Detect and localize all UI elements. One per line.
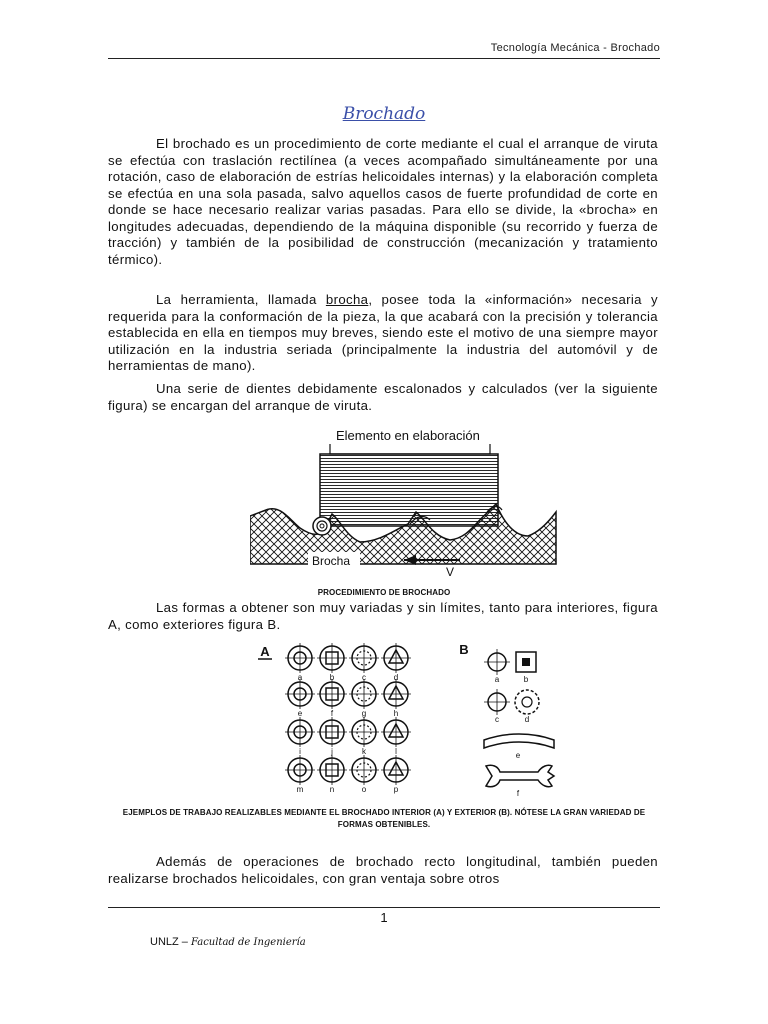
footer — [150, 936, 306, 948]
interior-label-k: k — [362, 747, 366, 756]
interior-label-o: o — [361, 785, 367, 794]
interior-label-e: e — [297, 709, 303, 718]
broach-label: Brocha — [312, 554, 351, 568]
interior-label-j: j — [331, 747, 333, 756]
page-number: 1 — [380, 910, 388, 925]
interior-label-a: a — [297, 673, 303, 682]
interior-label-b: b — [329, 673, 335, 682]
exterior-label-d: d — [524, 715, 530, 724]
exterior-shape-f — [486, 765, 554, 787]
exterior-label-f: f — [516, 789, 520, 798]
interior-label-d: d — [393, 673, 399, 682]
exterior-shape-d — [515, 690, 539, 714]
exterior-label-c: c — [495, 715, 499, 724]
paragraph-5 — [108, 854, 658, 887]
page-title: Brochado — [342, 104, 426, 124]
figure-1-caption: PROCEDIMIENTO DE BROCHADO — [317, 588, 451, 597]
interior-label-l: l — [395, 747, 397, 756]
exterior-shape-e — [484, 734, 554, 748]
footer-rule — [108, 907, 660, 908]
footer-institution: UNLZ – — [150, 936, 191, 948]
paragraph-5-text: Además de operaciones de brochado recto longitudinal, también pueden realizarse brochados helicoidales, con gran ventaja sobre otros — [108, 854, 658, 886]
interior-label-g: g — [361, 709, 367, 718]
interior-label-i: i — [299, 747, 301, 756]
paragraph-2-before: La herramienta, llamada — [156, 292, 326, 307]
interior-label-h: h — [393, 709, 399, 718]
broached-shapes-figure — [256, 640, 556, 806]
paragraph-1-text: El brochado es un procedimiento de corte mediante el cual el arranque de viruta se efectúa con traslación rectilínea (a veces acompañado simultáneamente por una rotación, caso de elaboración de estrías helicoidales internas) y la elaboración completa se efectúa en una sola pasada, salvo aquellos casos de fuerte profundidad de corte en donde se hace necesario realizar varias pasadas. Para ello se divide, la «brocha» en longitudes adecuadas, dependiendo de la máquina disponible (su recorrido y fuerza de tracción) y también de la posibilidad de construcción (mecanización y tratamiento térmico). — [108, 136, 658, 267]
header-rule — [108, 58, 660, 59]
paragraph-3 — [108, 381, 658, 414]
figure-2-caption-line-2: FORMAS OBTENIBLES. — [337, 820, 431, 829]
workpiece — [320, 454, 498, 526]
figure-2-caption-line-1: EJEMPLOS DE TRABAJO REALIZABLES MEDIANTE EL BROCHADO INTERIOR (A) Y EXTERIOR (B). NÓTESE LA GRAN VARIEDAD DE — [122, 808, 646, 817]
velocity-label: V — [446, 565, 455, 579]
running-header: Tecnología Mecánica - Brochado — [490, 42, 660, 54]
exterior-label-b: b — [523, 675, 529, 684]
paragraph-1 — [108, 136, 658, 268]
paragraph-4-text: Las formas a obtener son muy variadas y sin límites, tanto para interiores, figura A, como exteriores figura B. — [108, 600, 658, 632]
figure-b-label: B — [459, 642, 469, 657]
paragraph-3-text: Una serie de dientes debidamente escalonados y calculados (ver la siguiente figura) se encargan del arranque de viruta. — [108, 381, 658, 413]
chip-curl — [313, 517, 331, 535]
figure-a-label: A — [260, 644, 270, 659]
broaching-process-figure — [250, 424, 560, 584]
interior-label-f: f — [330, 709, 334, 718]
interior-label-n: n — [329, 785, 335, 794]
interior-label-m: m — [296, 785, 304, 794]
exterior-label-e: e — [515, 751, 521, 760]
workpiece-label: Elemento en elaboración — [336, 428, 480, 443]
exterior-label-a: a — [494, 675, 500, 684]
interior-label-p: p — [393, 785, 399, 794]
paragraph-2 — [108, 292, 658, 375]
paragraph-4 — [108, 600, 658, 633]
interior-label-c: c — [362, 673, 366, 682]
footer-faculty: Facultad de Ingeniería — [190, 937, 306, 948]
brocha-term: brocha — [325, 292, 369, 307]
paragraph-2-after: , posee toda la «información» necesaria y requerida para la conformación de la pieza, la que acabará con la precisión y tolerancia establecida en ella en tiempos muy breves, siendo este el motivo de una siempre mayor utilización en la industria seriada (principalmente la industria del automóvil y de herramientas de mano). — [108, 292, 659, 373]
